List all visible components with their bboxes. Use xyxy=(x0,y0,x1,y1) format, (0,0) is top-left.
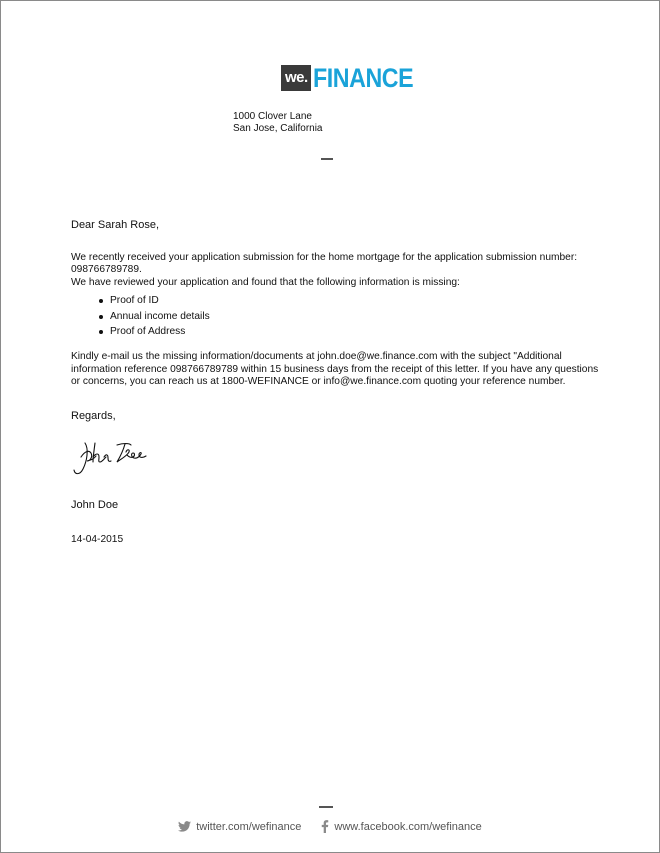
twitter-icon xyxy=(178,821,191,832)
paragraph-instructions: Kindly e-mail us the missing information/documents at john.doe@we.finance.com with the subject "Additional information reference 098766789789 within 15 business days from the receipt of this letter. If you have any questions or concerns, you can reach us at 1800-WEFINANCE or info@we.finance.com quoting your reference number. xyxy=(71,351,599,388)
logo-prefix: we. xyxy=(281,65,311,91)
paragraph-intro: We recently received your application submission for the home mortgage for the application submission number: 098766789789. xyxy=(71,251,578,276)
facebook-link[interactable] xyxy=(321,820,481,833)
facebook-link-label: www.facebook.com/wefinance xyxy=(334,820,482,833)
company-logo xyxy=(281,65,429,91)
letter-body xyxy=(71,219,601,389)
letter-date: 14-04-2015 xyxy=(71,534,124,545)
paragraph-missing-intro: We have reviewed your application and found that the following information is missing: xyxy=(71,276,460,288)
missing-items-list xyxy=(71,293,601,339)
twitter-link[interactable] xyxy=(178,821,301,833)
header-divider xyxy=(321,158,333,160)
list-item: Proof of Address xyxy=(110,324,601,339)
list-item: Proof of ID xyxy=(110,293,601,308)
company-address xyxy=(233,111,323,135)
logo-name: FINANCE xyxy=(312,63,413,93)
address-line-2: San Jose, California xyxy=(233,123,323,134)
address-line-1: 1000 Clover Lane xyxy=(233,111,312,122)
signer-name: John Doe xyxy=(71,499,119,511)
footer-divider xyxy=(319,806,333,808)
twitter-link-label: twitter.com/wefinance xyxy=(196,820,302,833)
closing: Regards, xyxy=(71,410,116,422)
greeting: Dear Sarah Rose, xyxy=(71,219,160,231)
list-item: Annual income details xyxy=(110,309,601,324)
handwritten-signature xyxy=(71,437,151,479)
footer xyxy=(1,820,659,833)
facebook-icon xyxy=(321,820,329,833)
